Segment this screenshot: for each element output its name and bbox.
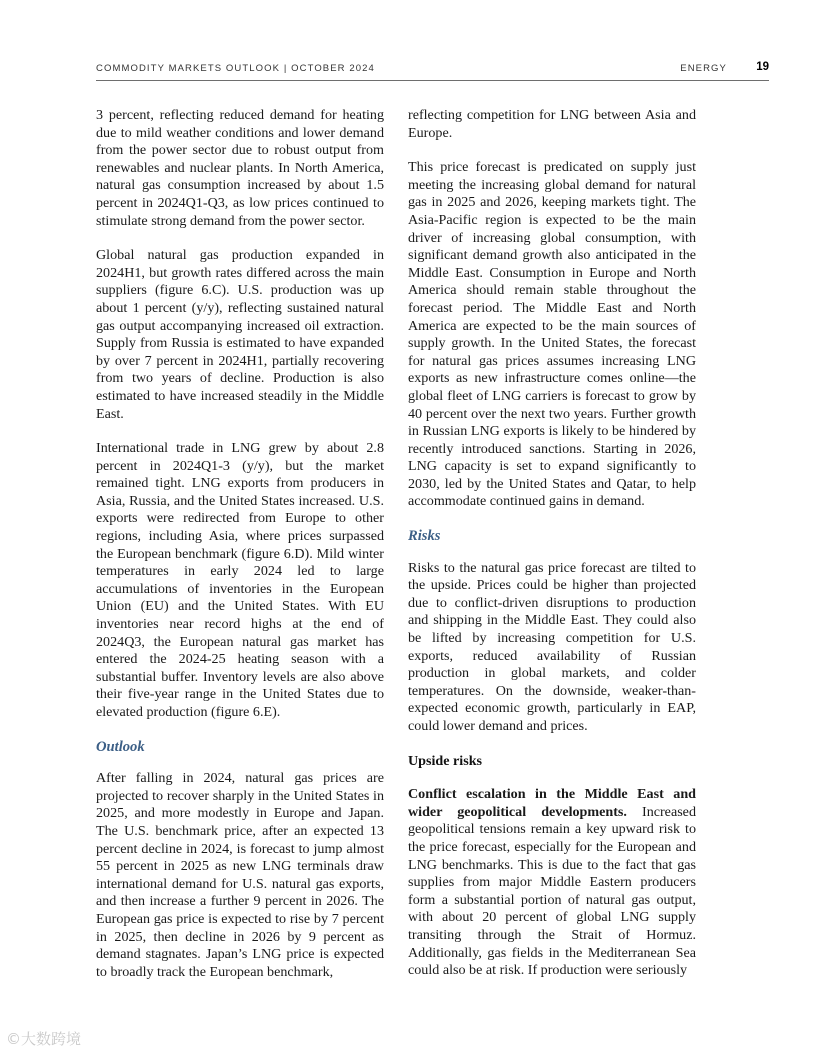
section-name: ENERGY: [680, 63, 727, 74]
right-column: [408, 107, 696, 997]
paragraph: This price forecast is predicated on supply just meeting the increasing global demand for natural gas in 2025 and 2026, keeping markets tight. The Asia-Pacific region is expected to be the main driver of increasing global consumption, with significant demand growth also anticipated in the Middle East. Consumption in Europe and North America should remain stable throughout the forecast period. The Middle East and North America are expected to be the main sources of supply growth. In the United States, the forecast for natural gas prices assumes increasing LNG exports as new infrastructure comes online—the global fleet of LNG carriers is forecast to grow by 40 percent over the next two years. Further growth in Russian LNG exports is likely to be hindered by recently introduced sanctions. Starting in 2026, LNG capacity is set to expand significantly to 2030, led by the United States and Qatar, to help accommodate continued gains in demand.: [408, 159, 696, 510]
paragraph: Risks to the natural gas price forecast are tilted to the upside. Prices could be higher than projected due to conflict-driven disruptions to production and shipping in the Middle East. They could also be lifted by increasing competition for U.S. exports, reduced availability of Russian production in global markets, and colder temperatures. On the downside, weaker-than-expected economic growth, particularly in EAP, could lower demand and prices.: [408, 559, 696, 734]
publication-title: COMMODITY MARKETS OUTLOOK | OCTOBER 2024: [96, 63, 375, 74]
paragraph: After falling in 2024, natural gas prices are projected to recover sharply in the United States in 2025, and more modestly in Europe and Japan. The U.S. benchmark price, after an expected 13 percent decline in 2024, is forecast to jump almost 55 percent in 2025 as new LNG terminals draw international demand for U.S. natural gas exports, and then increase a further 9 percent in 2026. The European gas price is expected to rise by 7 percent in 2025, then decline in 2026 by 9 percent as demand stagnates. Japan’s LNG price is expected to broadly track the European benchmark,: [96, 770, 384, 980]
outlook-heading: Outlook: [96, 738, 145, 755]
paragraph-lead: Conflict escalation in the Middle East and wider geopolitical developments.: [408, 786, 696, 820]
paragraph: International trade in LNG grew by about 2.8 percent in 2024Q1-3 (y/y), but the market remained tight. LNG exports from producers in Asia, Russia, and the United States increased. U.S. exports were redirected from Europe to other regions, including Asia, where prices surpassed the European benchmark (figure 6.D). Mild winter temperatures in early 2024 led to large accumulations of inventories in the European Union (EU) and the United States. With EU inventories near record highs at the end of 2024Q3, the European natural gas market has entered the 2024-25 heating season with a substantial buffer. Inventory levels are also above their five-year range in the United States due to elevated production (figure 6.E).: [96, 440, 384, 720]
watermark: ©大数跨境: [6, 1030, 82, 1048]
running-header: [96, 60, 769, 81]
paragraph: reflecting competition for LNG between Asia and Europe.: [408, 107, 696, 141]
paragraph: Global natural gas production expanded in 2024H1, but growth rates differed across the main suppliers (figure 6.C). U.S. production was up about 1 percent (y/y), reflecting sustained natural gas output accompanying increased oil extraction. Supply from Russia is estimated to have expanded by over 7 percent in 2024H1, partially recovering from two years of decline. Production is also estimated to have increased steadily in the Middle East.: [96, 247, 384, 422]
upside-risks-heading: Upside risks: [408, 752, 483, 769]
page-number: 19: [756, 61, 769, 73]
risks-heading: Risks: [408, 528, 441, 545]
paragraph: 3 percent, reflecting reduced demand for heating due to mild weather conditions and lower demand from the power sector due to robust output from renewables and nuclear plants. In North America, natural gas consumption increased by about 1.5 percent in 2024Q1-Q3, as low prices continued to stimulate strong demand from the power sector.: [96, 107, 384, 229]
left-column: [96, 107, 384, 998]
paragraph: [408, 786, 696, 980]
paragraph-body: Increased geopolitical tensions remain a key upward risk to the price forecast, especially for the European and LNG benchmarks. This is due to the fact that gas supplies from major Middle Eastern producers form a substantial portion of natural gas output, with about 20 percent of global LNG supply transiting through the Strait of Hormuz. Additionally, gas fields in the Mediterranean Sea could also be at risk. If production were seriously: [408, 803, 696, 979]
